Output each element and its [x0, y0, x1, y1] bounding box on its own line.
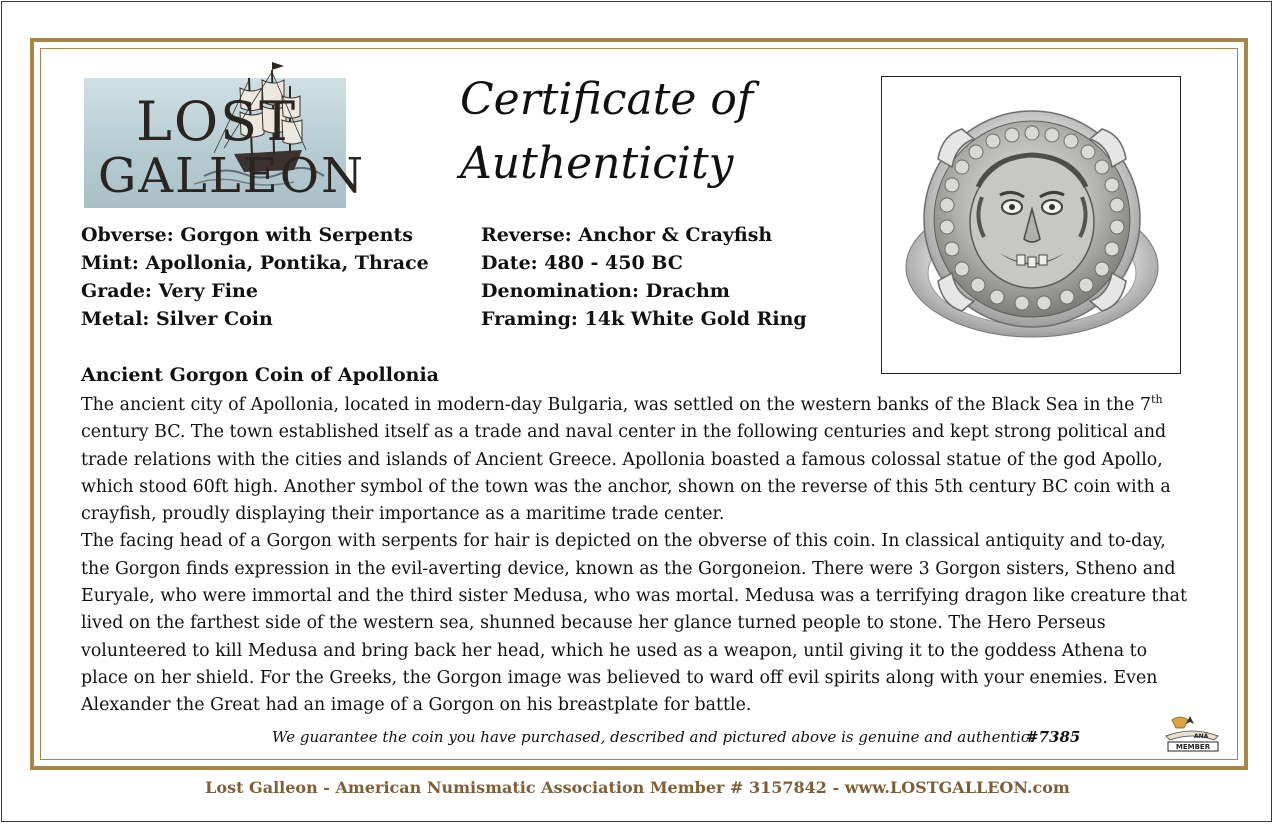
description-text [81, 392, 1193, 720]
superscript-th: th [1151, 393, 1163, 407]
footer-text: Lost Galleon - American Numismatic Association Member # 3157842 - www.LOSTGALLEON.com [205, 778, 1070, 797]
logo-text-galleon: GALLEON [98, 148, 366, 204]
spec-mint: Mint: Apollonia, Pontika, Thrace [81, 252, 429, 274]
spec-grade: Grade: Very Fine [81, 280, 258, 302]
paragraph-history-b: century BC. The town established itself as a trade and naval center in the following centuries and kept strong political and trade relations with the cities and islands of Ancient Greece. Apollonia boasted a famous colossal statue of the god Apollo, which stood 60ft high. Another symbol of the town was the anchor, shown on the reverse of this 5th century BC coin with a crayfish, proudly displaying their importance as a maritime trade center. [81, 422, 1171, 525]
spec-reverse: Reverse: Anchor & Crayfish [481, 224, 773, 246]
spec-obverse: Obverse: Gorgon with Serpents [81, 224, 413, 246]
certificate-title [460, 68, 800, 196]
paragraph-history [81, 392, 1193, 528]
specs-right-column [481, 221, 807, 333]
paragraph-history-a: The ancient city of Apollonia, located in modern-day Bulgaria, was settled on the western banks of the Black Sea in the 7 [81, 395, 1152, 415]
title-line-1: Certificate of [460, 74, 754, 125]
spec-date: Date: 480 - 450 BC [481, 252, 683, 274]
spec-denomination: Denomination: Drachm [481, 280, 730, 302]
badge-ana-text: ANA [1194, 733, 1209, 740]
logo-text-lost: LOST [136, 90, 298, 153]
coin-ring-image [882, 77, 1180, 373]
ana-member-badge-icon [1160, 714, 1224, 754]
title-line-2: Authenticity [460, 138, 734, 189]
spec-metal: Metal: Silver Coin [81, 308, 273, 330]
spec-framing: Framing: 14k White Gold Ring [481, 308, 807, 330]
lost-galleon-logo [84, 78, 366, 208]
specs-left-column [81, 221, 429, 333]
section-title: Ancient Gorgon Coin of Apollonia [81, 364, 439, 386]
coin-image-frame [881, 76, 1181, 374]
guarantee-statement: We guarantee the coin you have purchased, described and pictured above is genuine and authentic. [272, 728, 1035, 746]
badge-member-text: MEMBER [1175, 743, 1211, 751]
paragraph-gorgon: The facing head of a Gorgon with serpents for hair is depicted on the obverse of this coin. In classical antiquity and to-day, the Gorgon finds expression in the evil-averting device, known as the Gorgoneion. There were 3 Gorgon sisters, Stheno and Euryale, who were immortal and the third sister Medusa, who was mortal. Medusa was a terrifying dragon like creature that lived on the farthest side of the western sea, shunned because her glance turned people to stone. The Hero Perseus volunteered to kill Medusa and bring back her head, which he used as a weapon, until giving it to the goddess Athena to place on her shield. For the Greeks, the Gorgon image was believed to ward off evil spirits along with your enemies. Even Alexander the Great had an image of a Gorgon on his breastplate for battle. [81, 531, 1188, 716]
certificate-number: #7385 [1026, 728, 1081, 746]
